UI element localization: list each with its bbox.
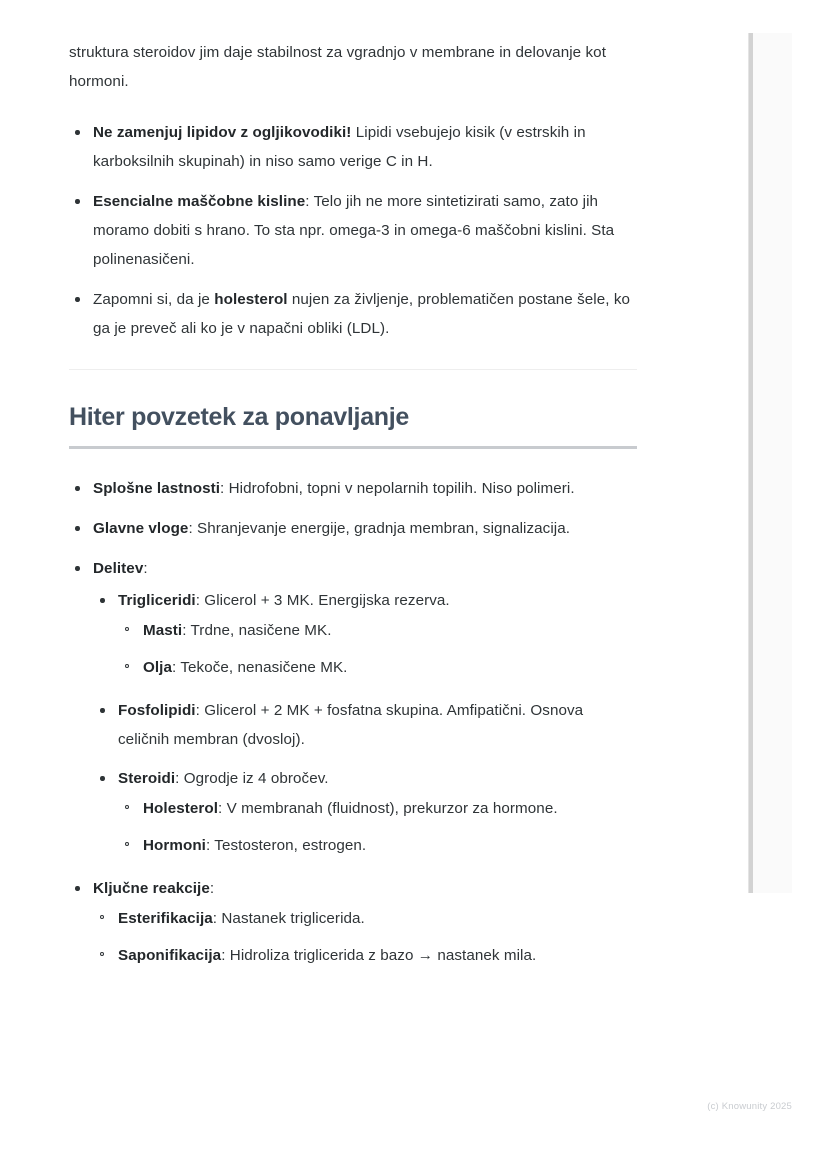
bullet-body-text: : Shranjevanje energije, gradnja membran, signalizacija. <box>188 520 571 537</box>
list-item <box>69 874 637 970</box>
trigliceridi-sublist <box>118 616 637 682</box>
bullet-body-text: : Glicerol + 2 MK + fosfatna skupina. Amfipatični. Osnova celičnih membran (dvosloj). <box>118 702 584 748</box>
bullet-lead-bold: Delitev <box>93 560 144 577</box>
bullet-body-text: : <box>143 560 148 577</box>
bullet-body-text: : Nastanek triglicerida. <box>212 910 365 927</box>
list-item <box>118 831 637 860</box>
list-item <box>69 514 637 543</box>
bullet-lead-bold: Ključne reakcije <box>93 880 210 897</box>
list-item <box>93 904 637 933</box>
bullet-lead-bold: Glavne vloge <box>93 520 189 537</box>
list-item <box>69 554 637 860</box>
list-item <box>69 118 637 176</box>
bullet-body-text: : Telo jih ne more sintetizirati samo, zato jih moramo dobiti s hrano. To sta npr. omega-3 in omega-6 maščobni kislini. Sta polinenasičeni. <box>93 193 615 268</box>
bullet-lead-bold: Saponifikacija <box>118 947 222 964</box>
list-item <box>93 586 637 682</box>
page-title: Hiter povzetek za ponavljanje <box>69 403 410 431</box>
delitev-sublist <box>93 586 637 860</box>
bullet-lead-bold: Esencialne maščobne kisline <box>93 193 306 210</box>
bullet-lead-bold: Splošne lastnosti <box>93 480 221 497</box>
bullet-lead-bold: Fosfolipidi <box>118 702 196 719</box>
bullet-body-text: : Trdne, nasičene MK. <box>182 622 332 639</box>
bullet-body-text: : Glicerol + 3 MK. Energijska rezerva. <box>195 592 450 609</box>
bullet-lead-bold: Olja <box>143 659 173 676</box>
bullet-body-text: : Testosteron, estrogen. <box>205 837 367 854</box>
footer-copyright: (c) Knowunity 2025 <box>707 1101 792 1112</box>
intro-block <box>69 0 637 343</box>
list-item <box>93 696 637 754</box>
bullet-lead-bold: Ne zamenjuj lipidov z ogljikovodiki! <box>93 124 352 141</box>
list-item <box>118 653 637 682</box>
bullet-body-text: : Hidrofobni, topni v nepolarnih topilih. Niso polimeri. <box>220 480 575 497</box>
document-content <box>69 0 637 970</box>
bullet-body-text: : Ogrodje iz 4 obročev. <box>175 770 329 787</box>
list-item <box>93 941 637 970</box>
heading-underline <box>69 446 637 449</box>
bullet-lead-bold: Steroidi <box>118 770 176 787</box>
bullet-lead-bold: holesterol <box>214 291 288 308</box>
reakcije-sublist <box>93 904 637 970</box>
bullet-body-text: : Tekoče, nenasičene MK. <box>172 659 348 676</box>
summary-list <box>69 474 637 970</box>
vertical-scrollbar[interactable] <box>749 33 753 893</box>
bullet-body-text: Lipidi vsebujejo kisik (v estrskih in karboksilnih skupinah) in niso samo verige C in H. <box>93 124 586 170</box>
bullet-lead-bold: Masti <box>143 622 183 639</box>
bullet-body-text: nujen za življenje, problematičen postane šele, ko ga je preveč ali ko je v napačni obliki (LDL). <box>93 291 631 337</box>
list-item <box>118 616 637 645</box>
bullet-lead-bold: Holesterol <box>143 800 219 817</box>
bullet-lead-bold: Trigliceridi <box>118 592 196 609</box>
bullet-body-text: : <box>209 880 215 897</box>
section-divider <box>69 369 637 370</box>
intro-bullet-list <box>69 118 637 343</box>
bullet-lead-bold: Esterifikacija <box>118 910 213 927</box>
bullet-body-text: : Hidroliza triglicerida z bazo → nastanek mila. <box>221 947 537 964</box>
right-side-panel <box>748 33 792 893</box>
list-item <box>118 794 637 823</box>
bullet-body-text: : V membranah (fluidnost), prekurzor za hormone. <box>218 800 558 817</box>
steroidi-sublist <box>118 794 637 860</box>
list-item <box>69 474 637 503</box>
list-item <box>69 285 637 343</box>
list-item <box>93 764 637 860</box>
bullet-pre-text: Zapomni si, da je <box>93 291 215 308</box>
bullet-lead-bold: Hormoni <box>143 837 206 854</box>
intro-paragraph: struktura steroidov jim daje stabilnost za vgradnjo v membrane in delovanje kot hormoni. <box>69 44 606 90</box>
list-item <box>69 187 637 274</box>
